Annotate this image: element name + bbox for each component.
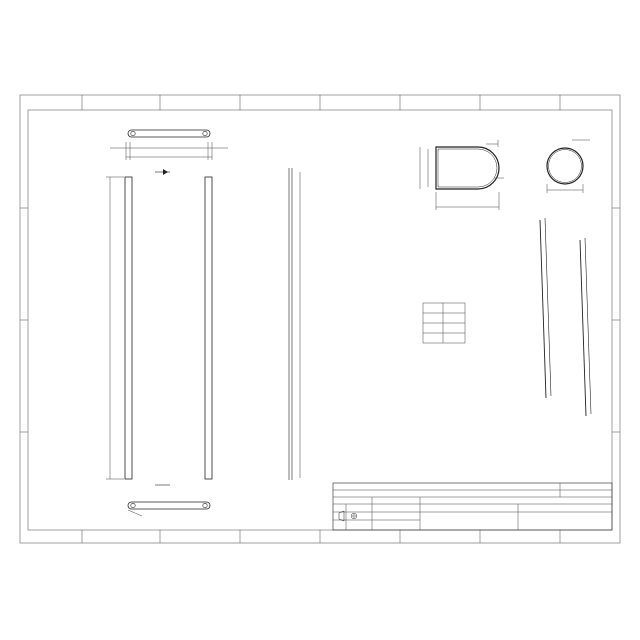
front-view	[106, 169, 212, 485]
title-block	[333, 483, 612, 530]
isometric-view	[540, 218, 591, 416]
bottom-view	[128, 502, 210, 516]
profile-cut	[420, 140, 504, 210]
tube-cut	[547, 140, 590, 193]
projection-symbol	[339, 511, 357, 521]
size-table	[423, 303, 465, 343]
top-view	[110, 130, 228, 160]
inner-frame	[28, 110, 612, 530]
section-view	[289, 168, 300, 480]
right-rail	[205, 177, 212, 479]
left-rail	[125, 177, 132, 479]
